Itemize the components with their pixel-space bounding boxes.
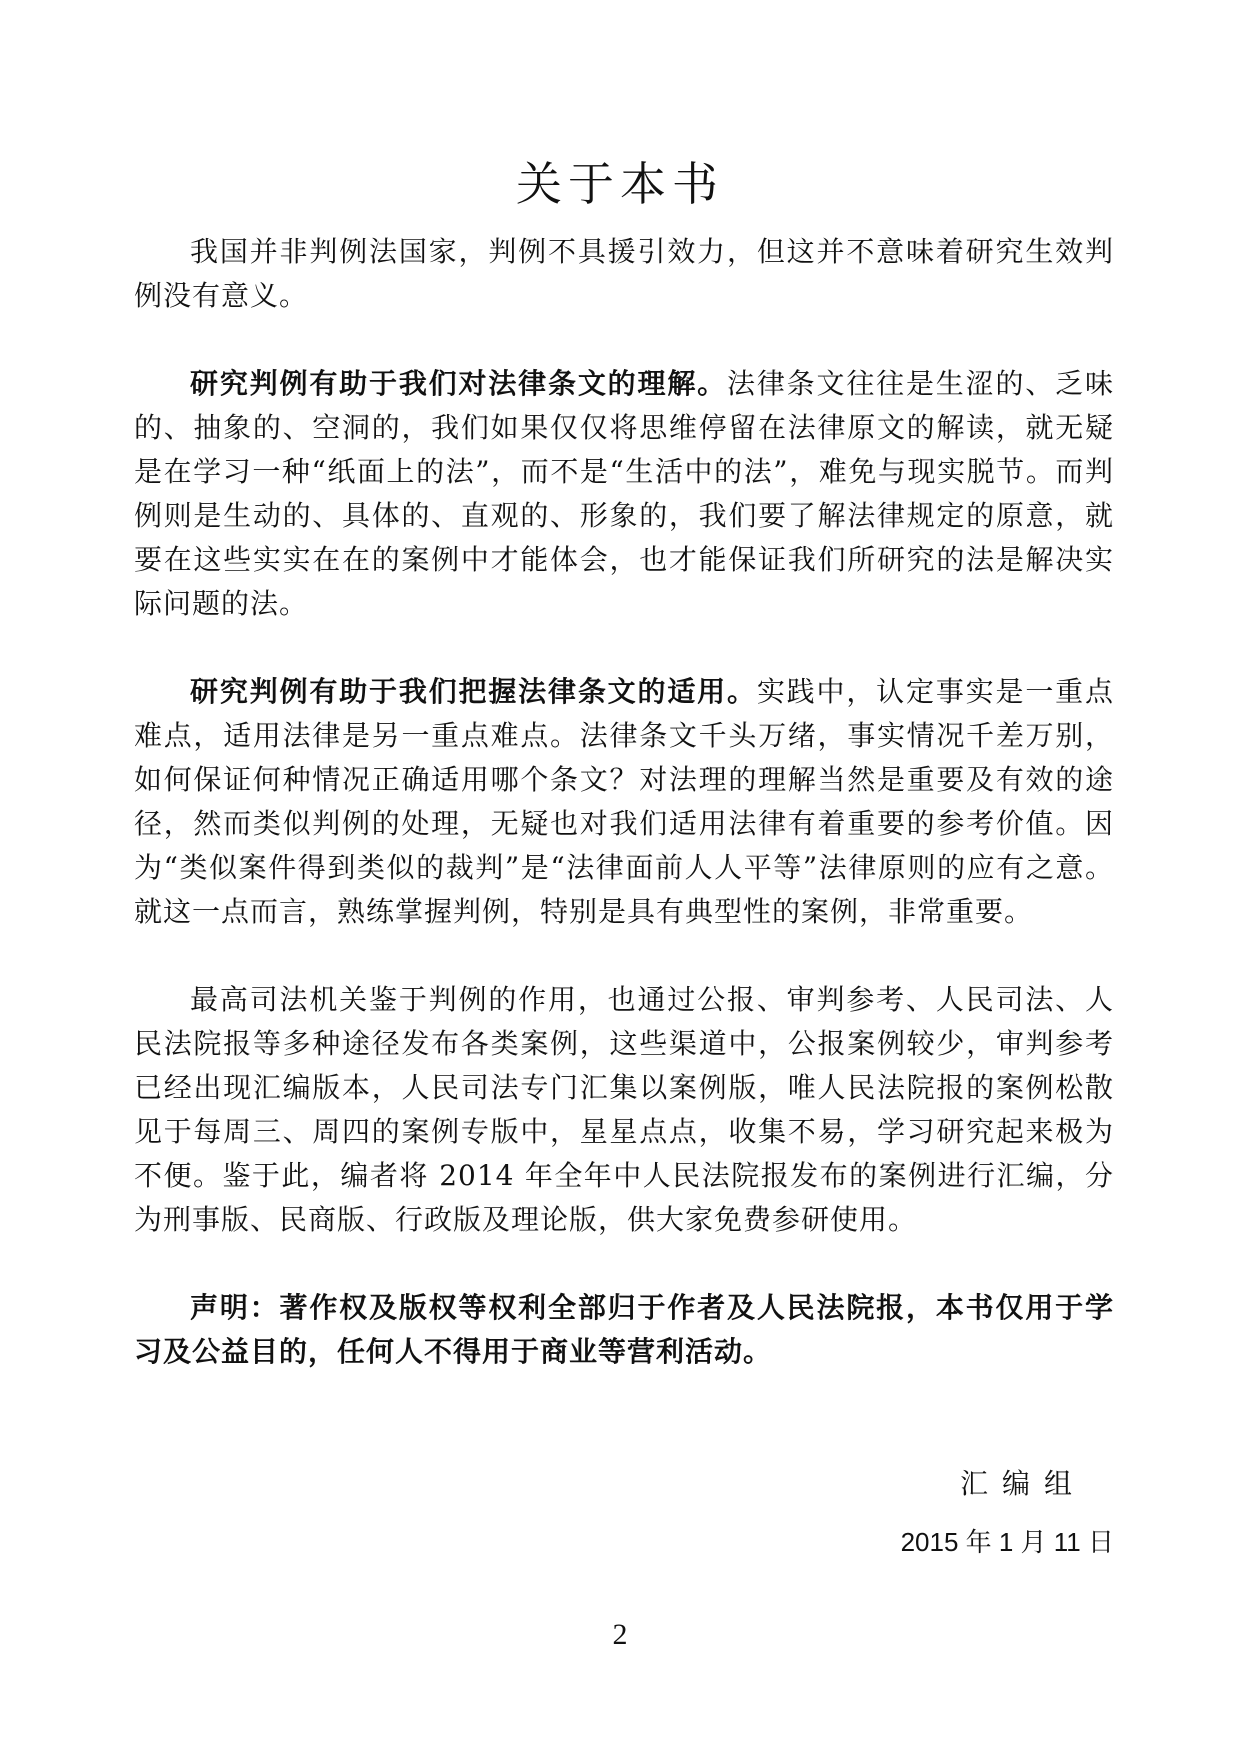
document-body	[134, 230, 1114, 1418]
signature-group: 汇编组	[959, 1467, 1086, 1500]
paragraph-text: 我国并非判例法国家，判例不具援引效力，但这并不意味着研究生效判例没有意义。	[134, 235, 1114, 312]
paragraph-text: 最高司法机关鉴于判例的作用，也通过公报、审判参考、人民司法、人民法院报等多种途径发布各类案例，这些渠道中，公报案例较少，审判参考已经出现汇编版本，人民司法专门汇集以案例版，唯人民法院报的案例松散见于每周三、周四的案例专版中，星星点点，收集不易，学习研究起来极为不便。鉴于此，编者将 2014 年全年中人民法院报发布的案例进行汇编，分为刑事版、民商版、行政版及理论版，供大家免费参研使用。	[134, 983, 1114, 1236]
paragraph-intro	[134, 230, 1114, 318]
page-title: 关于本书	[516, 157, 724, 211]
paragraph-text: 实践中，认定事实是一重点难点，适用法律是另一重点难点。法律条文千头万绪，事实情况千差万别，如何保证何种情况正确适用哪个条文？对法理的理解当然是重要及有效的途径，然而类似判例的处理，无疑也对我们适用法律有着重要的参考价值。因为“类似案件得到类似的裁判”是“法律面前人人平等”法律原则的应有之意。就这一点而言，熟练掌握判例，特别是具有典型性的案例，非常重要。	[134, 675, 1114, 928]
page-number: 2	[612, 1618, 628, 1651]
paragraph-application	[134, 670, 1114, 934]
signature-block	[901, 1462, 1114, 1564]
paragraph-lead: 研究判例有助于我们对法律条文的理解。	[190, 367, 727, 400]
paragraph-lead: 研究判例有助于我们把握法律条文的适用。	[190, 675, 757, 708]
paragraph-understanding	[134, 362, 1114, 626]
paragraph-text: 法律条文往往是生涩的、乏味的、抽象的、空洞的，我们如果仅仅将思维停留在法律原文的解读，就无疑是在学习一种“纸面上的法”，而不是“生活中的法”，难免与现实脱节。而判例则是生动的、具体的、直观的、形象的，我们要了解法律规定的原意，就要在这些实实在在的案例中才能体会，也才能保证我们所研究的法是解决实际问题的法。	[134, 367, 1114, 620]
paragraph-statement	[134, 1286, 1114, 1374]
paragraph-compilation	[134, 978, 1114, 1242]
signature-date: 2015 年 1 月 11 日	[900, 1527, 1114, 1557]
paragraph-lead: 声明：著作权及版权等权利全部归于作者及人民法院报，本书仅用于学习及公益目的，任何人不得用于商业等营利活动。	[134, 1291, 1114, 1368]
